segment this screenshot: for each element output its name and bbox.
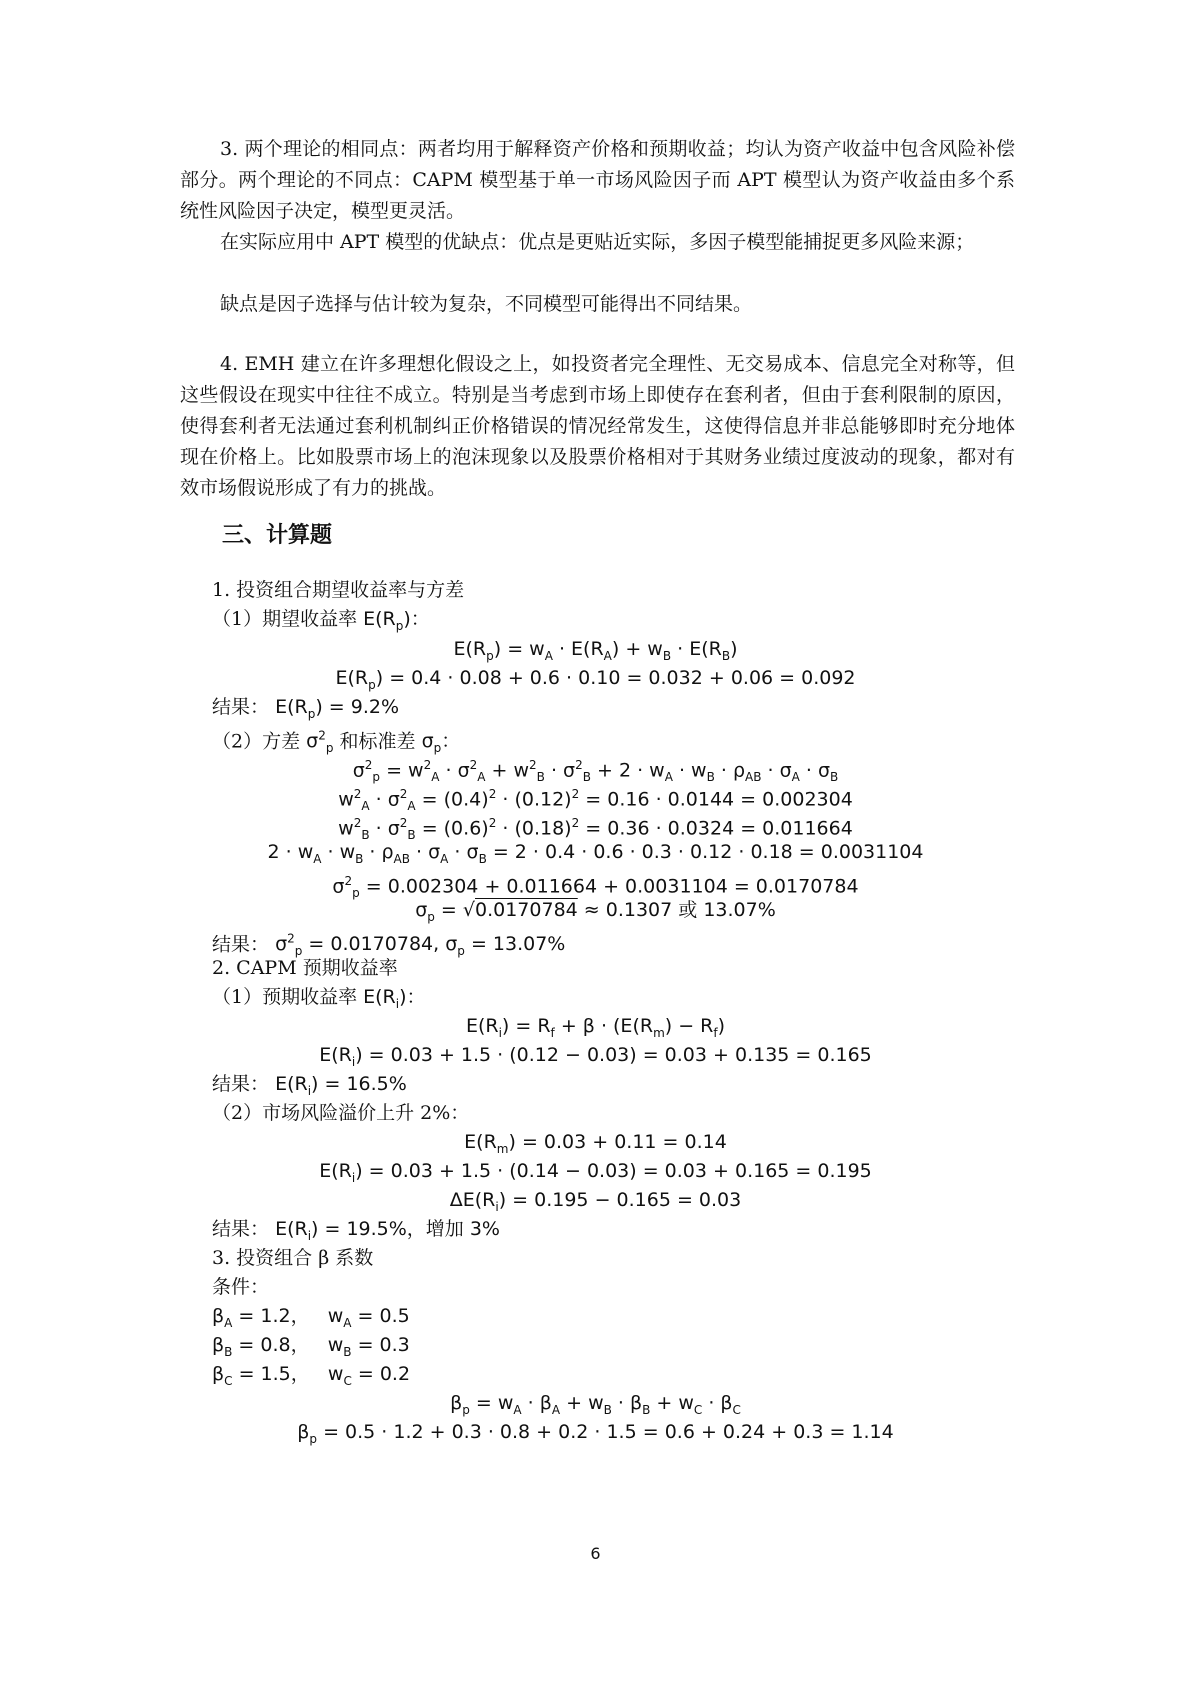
equation-capm-calc: $E(R_i) = 0.03 + 1.5 \cdot (0.12 - 0.03) = 0.03 + 0.135 = 0.165$ — [319, 1044, 872, 1069]
equation-covariance-term: $2 \cdot w_A \cdot w_B \cdot \rho_{AB} \cdot \sigma_A \cdot \sigma_B = 2 \cdot 0.4 \cdot 0.6 \cdot 0.3 \cdot 0.12 \cdot 0.18 = 0.0031104$ — [267, 841, 924, 866]
paragraph-capm-apt-comparison: 3. 两个理论的相同点：两者均用于解释资产价格和预期收益；均认为资产收益中包含风险补偿部分。两个理论的不同点：CAPM 模型基于单一市场风险因子而 APT 模型认为资产收益由多个系统性风险因子决定，模型更灵活。 — [180, 138, 1015, 222]
paragraph-emh: 4. EMH 建立在许多理想化假设之上，如投资者完全理性、无交易成本、信息完全对称等，但这些假设在现实中往往不成立。特别是当考虑到市场上即使存在套利者，但由于套利限制的原因，使得套利者无法通过套利机制纠正价格错误的情况经常发生，这使得信息并非总能够即时充分地体现在价格上。比如股票市场上的泡沫现象以及股票价格相对于其财务业绩过度波动的现象，都对有效市场假说形成了有力的挑战。 — [180, 353, 1015, 499]
q3-condition-c: $\beta_C = 1.5$， $w_C = 0.2$ — [212, 1363, 411, 1388]
section-heading: 三、计算题 — [222, 523, 333, 548]
q3-condition-b: $\beta_B = 0.8$， $w_B = 0.3$ — [212, 1334, 410, 1359]
equation-expected-return-calc: $E(R_p) = 0.4 \cdot 0.08 + 0.6 \cdot 0.10 = 0.032 + 0.06 = 0.092$ — [335, 667, 856, 692]
q2-result2: 结果： $E(R_i) = 19.5\%$，增加 3% — [212, 1218, 500, 1243]
q1-title: 1. 投资组合期望收益率与方差 — [212, 579, 465, 601]
equation-capm-delta: $\Delta E(R_i) = 0.195 - 0.165 = 0.03$ — [449, 1189, 742, 1214]
q3-conditions-label: 条件： — [212, 1276, 270, 1298]
q2-title: 2. CAPM 预期收益率 — [212, 957, 398, 979]
q1-part2-label: （2）方差 $\sigma^2_p$ 和标准差 $\sigma_p$： — [212, 729, 461, 756]
paragraph-apt-pros-cons: 在实际应用中 APT 模型的优缺点：优点是更贴近实际，多因子模型能捕捉更多风险来源； — [220, 231, 975, 253]
equation-capm-new: $E(R_i) = 0.03 + 1.5 \cdot (0.14 - 0.03) = 0.03 + 0.165 = 0.195$ — [319, 1160, 872, 1185]
equation-variance-formula: $\sigma^2_p = w^2_A \cdot \sigma^2_A + w^2_B \cdot \sigma^2_B + 2 \cdot w_A \cdot w_B \cdot \rho_{AB} \cdot \sigma_A \cdot \sigma_B$ — [352, 758, 839, 785]
equation-variance-term-a: $w^2_A \cdot \sigma^2_A = (0.4)^2 \cdot (0.12)^2 = 0.16 \cdot 0.0144 = 0.002304$ — [338, 787, 853, 814]
q1-part1-label: （1）期望收益率 $E(R_p)$： — [212, 608, 430, 633]
q3-condition-a: $\beta_A = 1.2$， $w_A = 0.5$ — [212, 1305, 410, 1330]
equation-variance-term-b: $w^2_B \cdot \sigma^2_B = (0.6)^2 \cdot (0.18)^2 = 0.36 \cdot 0.0324 = 0.011664$ — [338, 816, 853, 843]
equation-std-dev: $\sigma_p = √0.0170784 \approx 0.1307$ 或 13.07% — [415, 899, 776, 924]
q1-result1: 结果： $E(R_p) = 9.2\%$ — [212, 696, 399, 721]
q2-part1-label: （1）预期收益率 $E(R_i)$： — [212, 986, 426, 1011]
page-number: 6 — [590, 1544, 601, 1563]
equation-capm-formula: $E(R_i) = R_f + \beta \cdot (E(R_m) - R_f)$ — [465, 1015, 726, 1040]
equation-portfolio-beta-calc: $\beta_p = 0.5 \cdot 1.2 + 0.3 \cdot 0.8 + 0.2 \cdot 1.5 = 0.6 + 0.24 + 0.3 = 1.14$ — [297, 1421, 894, 1446]
paragraph-apt-cons: 缺点是因子选择与估计较为复杂，不同模型可能得出不同结果。 — [220, 293, 753, 315]
q1-result2: 结果： $\sigma^2_p = 0.0170784$, $\sigma_p = 13.07\%$ — [212, 932, 566, 959]
q2-result1: 结果： $E(R_i) = 16.5\%$ — [212, 1073, 407, 1098]
q3-title: 3. 投资组合 β 系数 — [212, 1247, 374, 1269]
equation-market-return: $E(R_m) = 0.03 + 0.11 = 0.14$ — [464, 1131, 727, 1156]
equation-variance-sum: $\sigma^2_p = 0.002304 + 0.011664 + 0.0031104 = 0.0170784$ — [332, 874, 859, 901]
equation-portfolio-beta-formula: $\beta_p = w_A \cdot \beta_A + w_B \cdot \beta_B + w_C \cdot \beta_C$ — [450, 1392, 741, 1417]
q2-part2-label: （2）市场风险溢价上升 2%： — [212, 1102, 470, 1124]
equation-expected-return-formula: $E(R_p) = w_A \cdot E(R_A) + w_B \cdot E(R_B)$ — [453, 638, 738, 663]
